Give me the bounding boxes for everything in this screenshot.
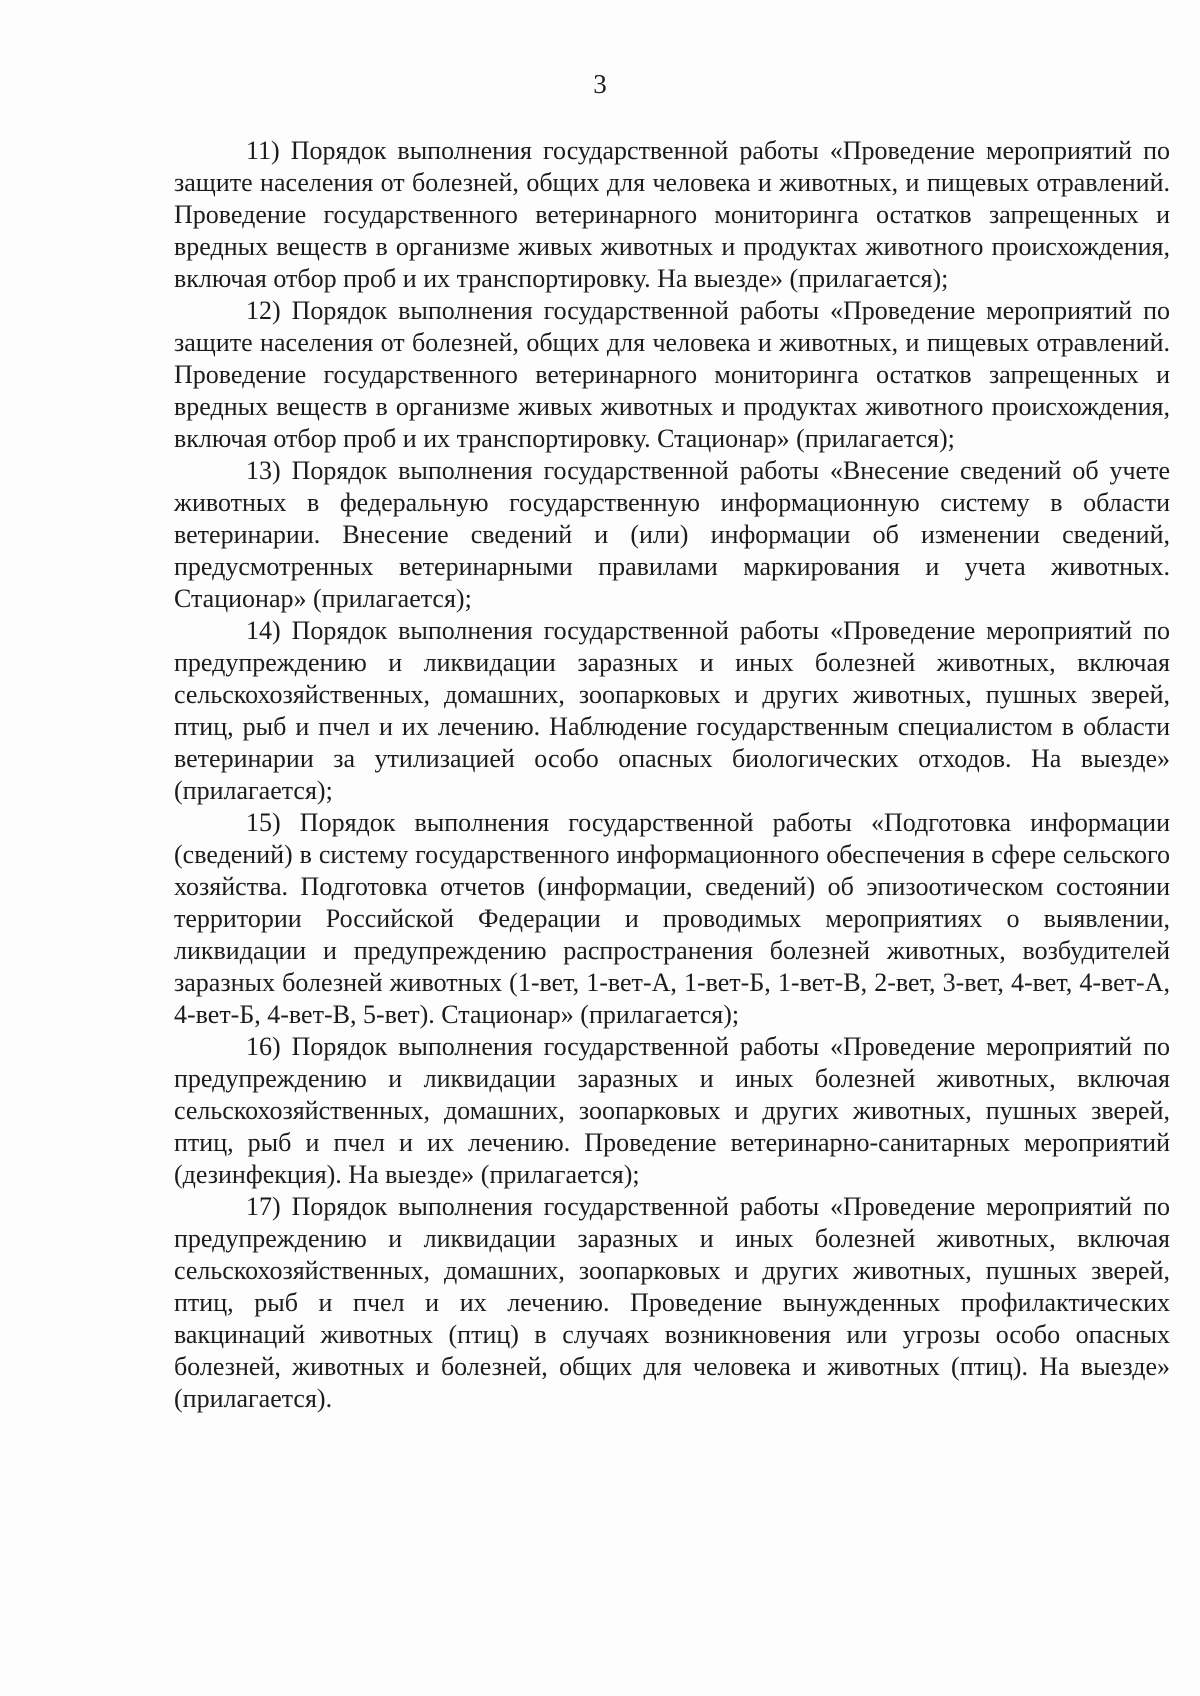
paragraph-item-13: 13) Порядок выполнения государственной работы «Внесение сведений об учете животных в федеральную государственную информационную систему в области ветеринарии. Внесение сведений и (или) информации об изменении сведений, предусмотренных ветеринарными правилами маркирования и учета животных. Стационар» (прилагается); [174,456,1170,613]
paragraph-item-16: 16) Порядок выполнения государственной работы «Проведение мероприятий по предупреждению и ликвидации заразных и иных болезней животных, включая сельскохозяйственных, домашних, зоопарковых и других животных, пушных зверей, птиц, рыб и пчел и их лечению. Проведение ветеринарно-санитарных мероприятий (дезинфекция). На выезде» (прилагается); [174,1032,1170,1189]
paragraph-item-14: 14) Порядок выполнения государственной работы «Проведение мероприятий по предупреждению и ликвидации заразных и иных болезней животных, включая сельскохозяйственных, домашних, зоопарковых и других животных, пушных зверей, птиц, рыб и пчел и их лечению. Наблюдение государственным специалистом в области ветеринарии за утилизацией особо опасных биологических отходов. На выезде» (прилагается); [174,616,1170,805]
paragraph-item-11: 11) Порядок выполнения государственной работы «Проведение мероприятий по защите населения от болезней, общих для человека и животных, и пищевых отравлений. Проведение государственного ветеринарного мониторинга остатков запрещенных и вредных веществ в организме живых животных и продуктах животного происхождения, включая отбор проб и их транспортировку. На выезде» (прилагается); [174,136,1170,293]
paragraph-item-17: 17) Порядок выполнения государственной работы «Проведение мероприятий по предупреждению и ликвидации заразных и иных болезней животных, включая сельскохозяйственных, домашних, зоопарковых и других животных, пушных зверей, птиц, рыб и пчел и их лечению. Проведение вынужденных профилактических вакцинаций животных (птиц) в случаях возникновения или угрозы особо опасных болезней, животных и болезней, общих для человека и животных (птиц). На выезде» (прилагается). [174,1192,1170,1413]
document-body [174,135,1170,1415]
paragraph-item-15: 15) Порядок выполнения государственной работы «Подготовка информации (сведений) в систему государственного информационного обеспечения в сфере сельского хозяйства. Подготовка отчетов (информации, сведений) об эпизоотическом состоянии территории Российской Федерации и проводимых мероприятиях о выявлении, ликвидации и предупреждению распространения болезней животных, возбудителей заразных болезней животных (1-вет, 1-вет-А, 1-вет-Б, 1-вет-В, 2-вет, 3-вет, 4-вет, 4-вет-А, 4-вет-Б, 4-вет-В, 5-вет). Стационар» (прилагается); [174,808,1170,1029]
page-number: 3 [593,69,607,99]
paragraph-item-12: 12) Порядок выполнения государственной работы «Проведение мероприятий по защите населения от болезней, общих для человека и животных, и пищевых отравлений. Проведение государственного ветеринарного мониторинга остатков запрещенных и вредных веществ в организме живых животных и продуктах животного происхождения, включая отбор проб и их транспортировку. Стационар» (прилагается); [174,296,1170,453]
